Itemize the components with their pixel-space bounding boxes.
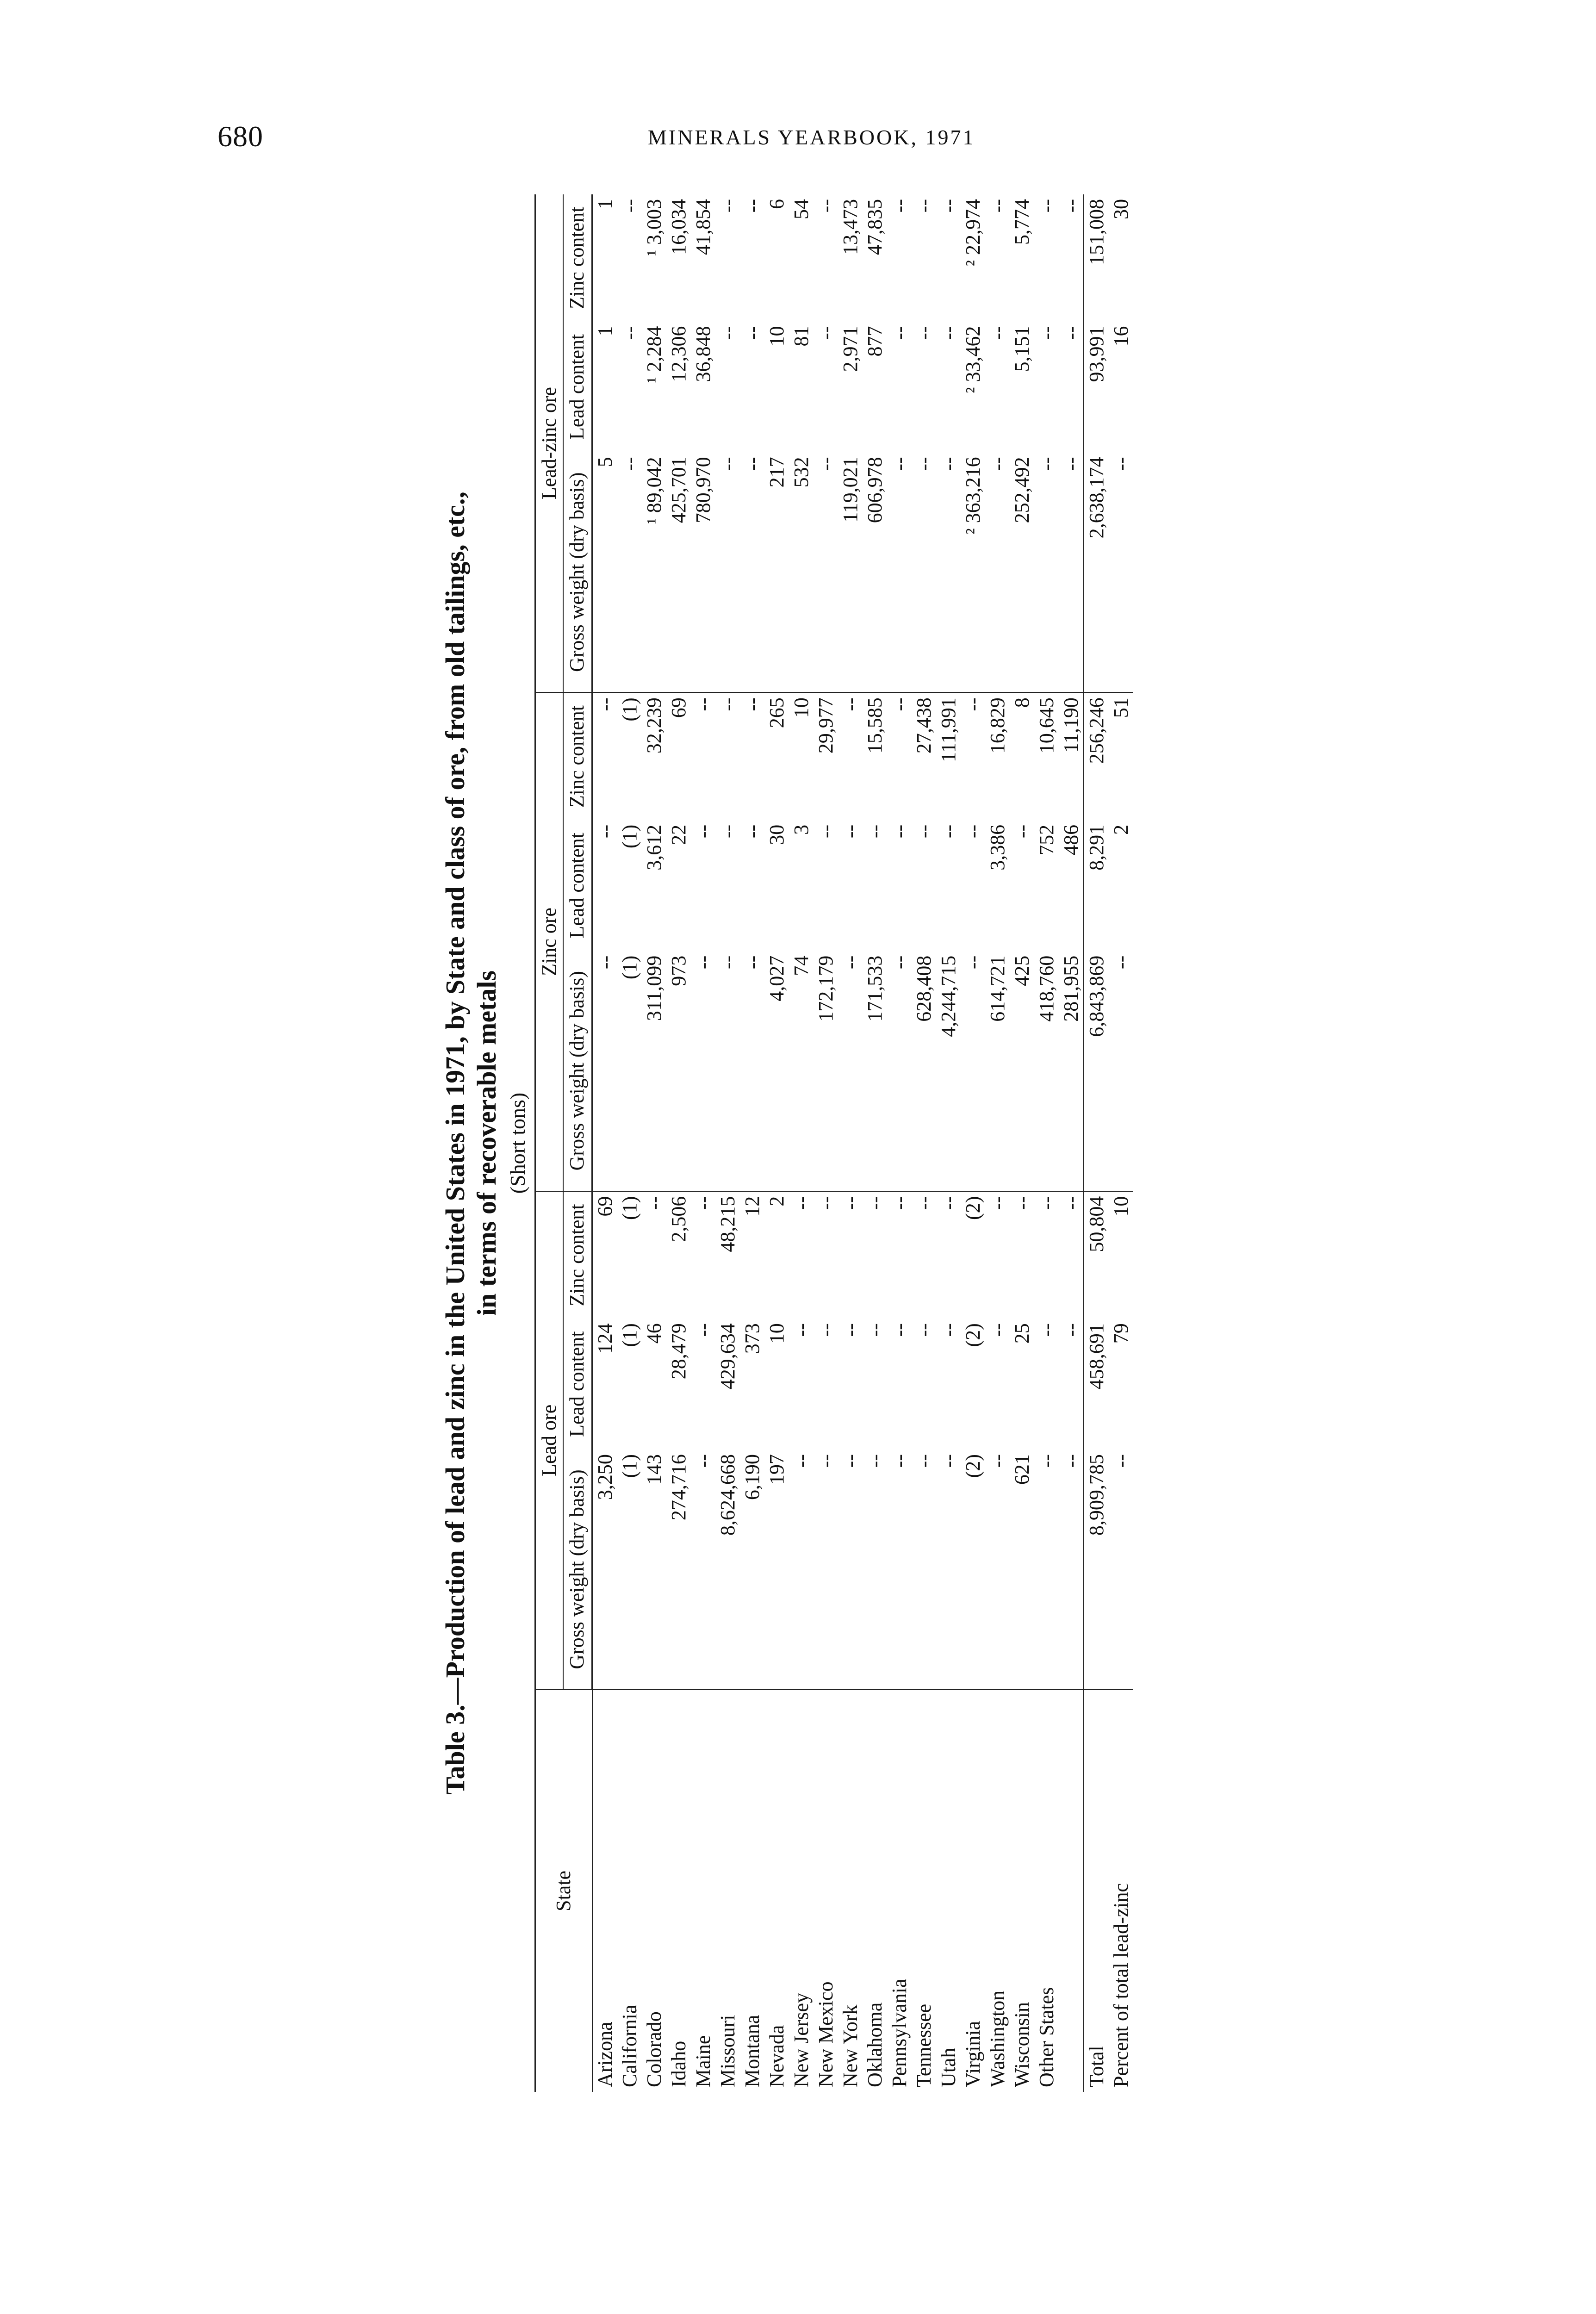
table-cell: 93,991 [1084,322,1109,453]
table-cell: -- [863,1323,886,1337]
lead-ore-zinc-content-header: Zinc content [563,1191,592,1319]
table-cell: 10 [765,1323,788,1344]
table-cell: 69 [594,1196,616,1217]
lead-ore-gross-weight-header: Gross weight (dry basis) [563,1449,592,1690]
table-cell: -- [937,824,960,839]
table-row [838,194,863,2092]
table-cell: (1) [618,1323,641,1347]
table-cell: 256,246 [1084,692,1109,820]
table-row [764,194,789,2092]
zinc-ore-group-header: Zinc ore [535,692,564,1191]
table-cell: -- [887,1449,912,1690]
table-cell: 16,829 [986,697,1009,754]
table-cell: (2) [962,1196,984,1220]
table-cell: -- [617,452,642,692]
table-cell: 41,854 [692,199,714,255]
table-cell: -- [1035,326,1058,340]
table-row [740,194,764,2092]
table-cell: -- [715,951,740,1191]
state-name [1059,1690,1084,2092]
table-cell: -- [913,1323,935,1337]
table-cell: ¹ 3,003 [643,199,665,256]
table-cell: -- [986,1196,1009,1210]
table-cell: 418,760 [1034,951,1059,1191]
table-cell: 10 [1110,1196,1132,1217]
table-cell: -- [692,824,714,839]
table-cell: 54 [790,199,813,219]
table-cell: -- [839,824,862,839]
table-cell: -- [814,452,838,692]
table-cell: -- [887,951,912,1191]
table-cell: 47,835 [863,199,886,255]
table-cell: -- [814,1196,837,1210]
state-name: Colorado [643,2011,665,2087]
table-cell: -- [691,1449,715,1690]
table-cell: -- [618,199,641,213]
table-cell: 81 [790,326,813,347]
lead-zinc-ore-gross-weight-header: Gross weight (dry basis) [563,452,592,692]
table-cell: -- [1011,824,1033,839]
table-row [985,194,1010,2092]
table-row [1059,194,1084,2092]
state-name: Wisconsin [1011,2002,1033,2087]
table-cell: ² 33,462 [962,326,984,393]
table-title-line-2: in terms of recoverable metals [472,970,502,1316]
table-cell: -- [839,697,862,711]
table-row [666,194,691,2092]
table-cell: ² 22,974 [962,199,984,267]
table-cell: 6 [765,199,788,209]
table-cell: -- [1060,1323,1082,1337]
table-cell: 780,970 [691,452,715,692]
table-cell: -- [985,452,1010,692]
table-cell: -- [1059,452,1084,692]
table-units: (Short tons) [506,1092,529,1194]
table-cell: 8,291 [1084,820,1109,951]
table-cell: -- [814,1323,837,1337]
table-cell: 32,239 [643,697,665,754]
state-name: Idaho [667,2040,690,2087]
table-cell: 606,978 [863,452,887,692]
table-cell: 877 [863,326,886,357]
table-cell: 124 [594,1323,616,1354]
table-cell: (1) [617,1449,642,1690]
table-row [617,194,642,2092]
table-cell: -- [1109,1449,1133,1690]
state-name: Tennessee [913,2003,935,2087]
table-row [715,194,740,2092]
production-table [534,194,1133,2092]
zinc-ore-zinc-content-header: Zinc content [563,692,592,820]
table-cell: -- [814,824,837,839]
table-cell: 30 [1110,199,1132,219]
table-cell: -- [740,951,764,1191]
table-cell: -- [741,697,764,711]
table-cell: 265 [765,697,788,728]
table-cell: -- [863,824,886,839]
table-row [863,194,887,2092]
table-cell: 12 [741,1196,764,1217]
lead-zinc-ore-lead-content-header: Lead content [563,322,592,453]
percent-row [1109,194,1133,2092]
table-cell: (1) [618,824,641,849]
table-cell: 25 [1011,1323,1033,1344]
table-cell: -- [716,326,739,340]
table-cell: -- [790,1196,813,1210]
lead-ore-lead-content-header: Lead content [563,1319,592,1449]
state-name: Maine [692,2035,714,2087]
table-cell: -- [1034,452,1059,692]
state-name: Oklahoma [863,2002,886,2087]
state-name: Percent of total lead-zinc [1110,1883,1132,2087]
table-cell: -- [888,1323,911,1337]
state-name: Nevada [765,2025,788,2087]
table-cell: 69 [667,697,690,718]
table-cell: 48,215 [716,1196,739,1252]
table-cell: 119,021 [838,452,863,692]
table-cell: 171,533 [863,951,887,1191]
table-cell: 172,179 [814,951,838,1191]
table-row [789,194,814,2092]
table-cell: 373 [741,1323,764,1354]
table-cell: 74 [789,951,814,1191]
state-column-header: State [535,1690,592,2092]
table-cell: 111,991 [937,697,960,763]
table-cell: 311,099 [642,951,666,1191]
table-cell: -- [887,452,912,692]
table-cell: -- [838,951,863,1191]
table-cell: -- [1011,1196,1033,1210]
table-cell: -- [814,199,837,213]
table-cell: -- [691,951,715,1191]
table-cell: 429,634 [716,1323,739,1390]
table-cell: 252,492 [1010,452,1034,692]
table-cell: -- [789,1449,814,1690]
table-cell: -- [961,951,985,1191]
table-row [814,194,838,2092]
table-cell: -- [1060,1196,1082,1210]
rotated-table-block [440,194,1273,2092]
table-cell: 151,008 [1084,194,1109,322]
table-cell: -- [1060,326,1082,340]
table-row [1034,194,1059,2092]
page-number: 680 [217,120,263,153]
table-cell: 50,804 [1084,1191,1109,1319]
table-cell: 2,971 [839,326,862,372]
table-cell: 621 [1010,1449,1034,1690]
table-cell: 3,612 [643,824,665,871]
state-name: Montana [741,2015,764,2087]
state-name: Pennsylvania [888,1978,911,2087]
table-cell: 11,190 [1060,697,1082,753]
table-cell: -- [716,199,739,213]
table-cell: -- [912,452,936,692]
table-cell: -- [592,951,618,1191]
table-cell: (2) [961,1449,985,1690]
table-cell: ¹ 89,042 [642,452,666,692]
table-cell: 36,848 [692,326,714,382]
table-cell: 628,408 [912,951,936,1191]
table-cell: (1) [618,1196,641,1220]
table-cell: -- [692,1196,714,1210]
table-cell: 2 [1110,824,1132,835]
table-cell: -- [1060,199,1082,213]
table-cell: -- [741,824,764,839]
table-cell: -- [814,1449,838,1690]
table-cell: 30 [765,824,788,845]
table-cell: 29,977 [814,697,837,754]
table-cell: 973 [666,951,691,1191]
table-cell: 4,027 [764,951,789,1191]
table-caption [440,194,503,2092]
state-name: Missouri [716,2015,739,2087]
table-cell: 614,721 [985,951,1010,1191]
table-cell: 532 [789,452,814,692]
table-cell: -- [937,326,960,340]
table-cell: -- [937,1323,960,1337]
table-row [912,194,936,2092]
table-cell: -- [936,1449,961,1690]
table-cell: -- [986,199,1009,213]
table-cell: 3,386 [986,824,1009,871]
table-cell: -- [790,1323,813,1337]
table-cell: -- [814,326,837,340]
state-name: Washington [986,1990,1009,2087]
table-cell: 5 [592,452,618,692]
zinc-ore-lead-content-header: Lead content [563,820,592,951]
table-cell: 5,151 [1011,326,1033,372]
table-cell: -- [913,1196,935,1210]
table-cell: 1 [594,199,616,209]
table-cell: 2,506 [667,1196,690,1242]
table-cell: 217 [764,452,789,692]
table-cell: -- [937,199,960,213]
table-cell: -- [741,326,764,340]
table-row [961,194,985,2092]
table-row [691,194,715,2092]
group-header-row [535,194,564,2092]
table-cell: 79 [1110,1323,1132,1344]
state-name: New Mexico [814,1981,837,2087]
lead-ore-group-header: Lead ore [535,1191,564,1690]
table-cell: -- [838,1449,863,1690]
state-name: Virginia [962,2021,984,2087]
table-cell: -- [740,452,764,692]
table-cell: -- [985,1449,1010,1690]
lead-zinc-ore-zinc-content-header: Zinc content [563,194,592,322]
table-cell: 8 [1011,697,1033,708]
table-row [887,194,912,2092]
table-cell: 281,955 [1059,951,1084,1191]
table-cell: -- [692,697,714,711]
table-cell: 10 [765,326,788,347]
table-row [1010,194,1034,2092]
table-cell: -- [888,1196,911,1210]
state-name: Arizona [593,2022,616,2087]
state-name: Utah [937,2047,960,2087]
table-cell: -- [986,1323,1009,1337]
table-cell: 143 [642,1449,666,1690]
table-cell: 46 [643,1323,665,1344]
table-cell: 10,645 [1035,697,1058,754]
table-cell: 486 [1060,824,1082,855]
state-name: Total [1084,1690,1109,2092]
table-body [592,194,1134,2092]
table-cell: -- [888,199,911,213]
table-cell: 3 [790,824,813,835]
table-cell: -- [913,824,935,839]
state-name: New Jersey [790,1992,813,2087]
table-cell: ¹ 2,284 [643,326,665,383]
table-cell: -- [863,1196,886,1210]
table-cell: 274,716 [666,1449,691,1690]
table-cell: 22 [667,824,690,845]
table-cell: 16,034 [667,199,690,255]
table-cell: 8,624,668 [715,1449,740,1690]
table-cell: -- [1035,1196,1058,1210]
table-cell: 12,306 [667,326,690,382]
table-cell: 27,438 [913,697,935,754]
state-name: California [618,2004,641,2087]
table-cell: -- [912,1449,936,1690]
table-cell: 3,250 [592,1449,618,1690]
table-row [592,194,618,2092]
table-cell: -- [692,1323,714,1337]
table-cell: 13,473 [839,199,862,255]
table-cell: -- [937,1196,960,1210]
table-cell: -- [913,199,935,213]
table-cell: 1 [594,326,616,336]
table-cell: -- [594,697,616,711]
table-cell: -- [913,326,935,340]
table-cell: -- [863,1449,887,1690]
zinc-ore-gross-weight-header: Gross weight (dry basis) [563,951,592,1191]
table-cell: -- [1059,1449,1084,1690]
table-cell: -- [1035,1323,1058,1337]
table-cell: -- [888,326,911,340]
table-cell: 51 [1110,697,1132,718]
state-name: New York [839,2004,862,2087]
table-cell: (2) [962,1323,984,1347]
table-row [642,194,666,2092]
table-cell: -- [839,1196,862,1210]
table-title-line-1: Table 3.—Production of lead and zinc in the United States in 1971, by State and class of ore, from old tailings, etc., [440,491,470,1795]
table-cell: -- [716,824,739,839]
table-cell: -- [1035,199,1058,213]
table-cell: 28,479 [667,1323,690,1380]
table-cell: 2 [765,1196,788,1207]
table-cell: 425,701 [666,452,691,692]
table-cell: -- [1109,951,1133,1191]
table-cell: -- [716,697,739,711]
table-cell: 6,843,869 [1084,951,1109,1191]
table-cell: -- [936,452,961,692]
total-row [1084,194,1109,2092]
table-cell: -- [594,824,616,839]
table-cell: -- [839,1323,862,1337]
table-row [936,194,961,2092]
table-cell: -- [962,824,984,839]
table-cell: -- [741,199,764,213]
state-name: Other States [1035,1987,1058,2087]
table-cell: 5,774 [1011,199,1033,245]
table-cell: ² 363,216 [961,452,985,692]
table-cell: 458,691 [1084,1319,1109,1449]
table-cell: 16 [1110,326,1132,347]
running-head: MINERALS YEARBOOK, 1971 [648,125,975,149]
table-cell: -- [618,326,641,340]
table-cell: 6,190 [740,1449,764,1690]
table-cell: 15,585 [863,697,886,754]
table-cell: -- [1034,1449,1059,1690]
table-cell: 752 [1035,824,1058,855]
table-cell: -- [888,824,911,839]
table-cell: (1) [618,697,641,722]
table-cell: -- [1109,452,1133,692]
table-cell: -- [715,452,740,692]
table-cell: -- [643,1196,665,1210]
table-cell: 10 [790,697,813,718]
table-cell: -- [986,326,1009,340]
table-cell: 2,638,174 [1084,452,1109,692]
lead-zinc-ore-group-header: Lead-zinc ore [535,194,564,692]
table-cell: 197 [764,1449,789,1690]
table-cell: -- [962,697,984,711]
table-cell: (1) [617,951,642,1191]
table-cell: 425 [1010,951,1034,1191]
table-cell: -- [888,697,911,711]
table-cell: 4,244,715 [936,951,961,1191]
table-cell: 8,909,785 [1084,1449,1109,1690]
